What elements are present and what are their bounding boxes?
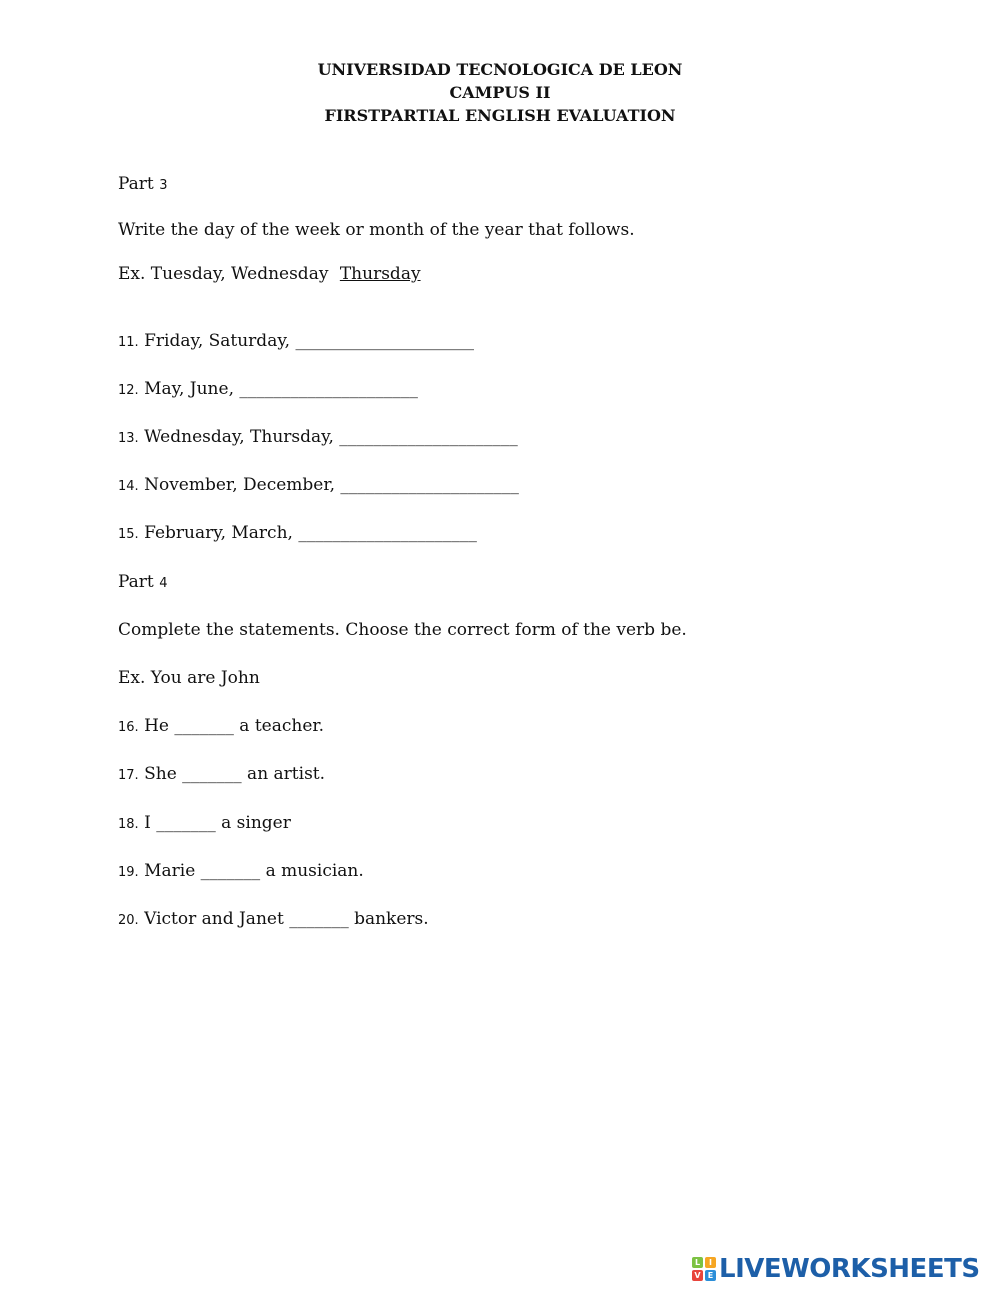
question-number: 17. [118, 768, 139, 783]
part4-label: Part [118, 572, 154, 592]
question-text: He _______ a teacher. [144, 716, 325, 736]
question-15[interactable] [118, 523, 477, 543]
question-number: 16. [118, 720, 139, 735]
part3-heading [118, 174, 167, 194]
question-13[interactable] [118, 427, 518, 447]
question-16[interactable] [118, 716, 324, 736]
campus-name: CAMPUS II [449, 83, 551, 102]
question-number: 18. [118, 817, 139, 832]
document-header [0, 58, 1000, 127]
question-text: Marie _______ a musician. [144, 861, 364, 881]
question-number: 14. [118, 479, 139, 494]
part4-example: Ex. You are John [118, 668, 260, 688]
question-number: 13. [118, 431, 139, 446]
part3-number: 3 [159, 178, 168, 193]
question-number: 11. [118, 335, 139, 350]
question-17[interactable] [118, 764, 325, 784]
question-text: Friday, Saturday, _____________________ [144, 331, 474, 351]
question-text: She _______ an artist. [144, 764, 326, 784]
question-number: 19. [118, 865, 139, 880]
logo-text: LIVEWORKSHEETS [719, 1254, 980, 1284]
question-text: February, March, _____________________ [144, 523, 477, 543]
question-19[interactable] [118, 861, 364, 881]
part4-number: 4 [159, 576, 168, 591]
part4-instruction: Complete the statements. Choose the correct form of the verb be. [118, 620, 687, 640]
logo-letter: L [692, 1257, 703, 1268]
question-18[interactable] [118, 813, 291, 833]
part3-example [118, 264, 421, 284]
university-name: UNIVERSIDAD TECNOLOGICA DE LEON [317, 60, 683, 79]
question-number: 20. [118, 913, 139, 928]
part3-example-prefix: Ex. Tuesday, Wednesday [118, 264, 329, 284]
question-number: 12. [118, 383, 139, 398]
liveworksheets-logo [692, 1254, 980, 1284]
question-number: 15. [118, 527, 139, 542]
part4-heading [118, 572, 167, 592]
question-text: Victor and Janet _______ bankers. [144, 909, 429, 929]
evaluation-title: FIRSTPARTIAL ENGLISH EVALUATION [324, 106, 676, 125]
question-text: Wednesday, Thursday, _____________________ [144, 427, 518, 447]
logo-letter: E [705, 1270, 716, 1281]
part3-label: Part [118, 174, 154, 194]
question-text: November, December, _____________________ [144, 475, 519, 495]
question-11[interactable] [118, 331, 474, 351]
question-text: I _______ a singer [144, 813, 291, 833]
logo-mark-icon [692, 1257, 716, 1281]
question-14[interactable] [118, 475, 519, 495]
question-12[interactable] [118, 379, 418, 399]
logo-letter: V [692, 1270, 703, 1281]
part3-example-answer: Thursday [339, 264, 421, 284]
question-20[interactable] [118, 909, 429, 929]
question-text: May, June, _____________________ [144, 379, 418, 399]
part3-instruction: Write the day of the week or month of the year that follows. [118, 220, 635, 240]
logo-letter: I [705, 1257, 716, 1268]
